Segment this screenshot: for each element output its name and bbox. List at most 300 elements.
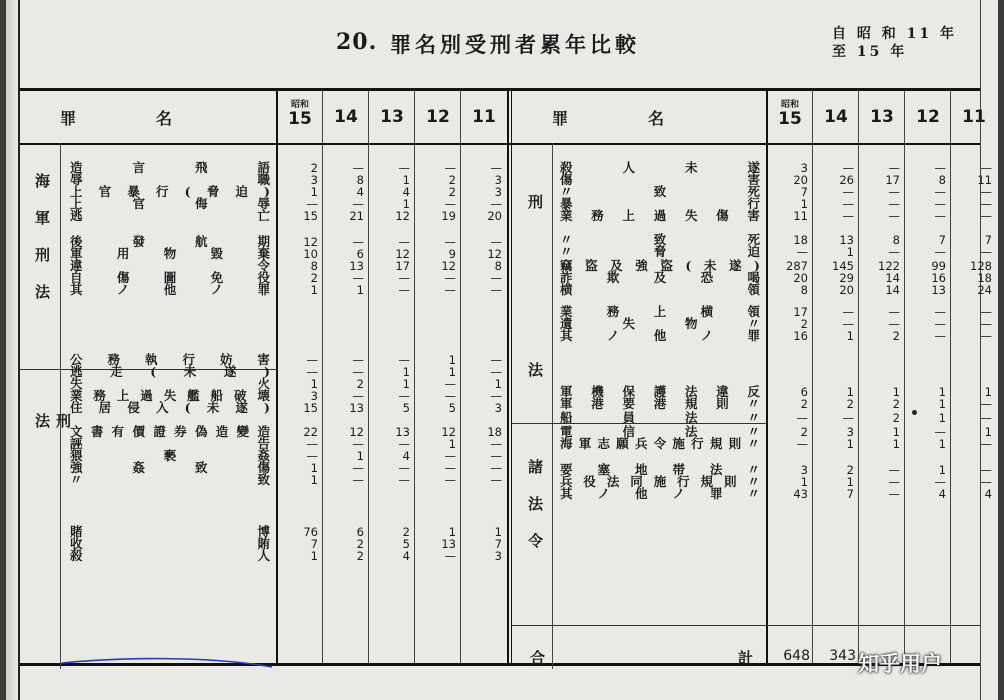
table-row (20, 328, 992, 343)
count-cell: 1 (846, 245, 854, 259)
count-cell: — (490, 389, 502, 403)
crime-name: 業 務 上 過 失 傷 害 (560, 208, 760, 223)
count-cell: 18 (793, 233, 808, 247)
count-cell: 12 (395, 247, 410, 261)
count-cell: 11 (793, 209, 808, 223)
count-cell: — (306, 449, 318, 463)
count-cell: 13 (349, 259, 364, 273)
count-cell: 16 (931, 271, 946, 285)
count-cell: — (888, 209, 900, 223)
count-cell: 17 (885, 173, 900, 187)
crime-name: 逃 走 ( 未 遂 ) (70, 364, 270, 379)
table-title: 罪名別受刑者累年比較 (390, 32, 640, 57)
count-cell: 1 (800, 475, 808, 489)
count-cell: 1 (846, 475, 854, 489)
count-cell: 7 (800, 185, 808, 199)
count-cell: — (888, 197, 900, 211)
count-cell: 15 (303, 401, 318, 415)
count-cell: 1 (402, 365, 410, 379)
count-cell: 12 (303, 235, 318, 249)
count-cell: 8 (356, 173, 364, 187)
count-cell: 1 (356, 449, 364, 463)
crime-name: 電 信 法 〃 (560, 424, 760, 439)
count-cell: 24 (977, 283, 992, 297)
count-cell: 2 (846, 397, 854, 411)
year-header: 12 (426, 107, 450, 127)
count-cell: — (980, 329, 992, 343)
crime-name: 其 ノ 他 ノ 罪 (560, 328, 760, 343)
crime-name: 自 傷 圖 免 役 (70, 270, 270, 285)
count-cell: 1 (938, 411, 946, 425)
count-cell: — (980, 245, 992, 259)
showa-label-right: 昭和 (780, 100, 799, 110)
count-cell: — (934, 425, 946, 439)
table-number: 20. (336, 29, 378, 55)
total-label-b: 計 (738, 649, 754, 667)
count-cell: 8 (494, 259, 502, 273)
count-cell: — (490, 283, 502, 297)
crime-name: 違 令 (70, 258, 270, 273)
count-cell: 1 (938, 385, 946, 399)
count-cell: 128 (970, 259, 992, 273)
count-cell: — (490, 197, 502, 211)
count-cell: 13 (441, 537, 456, 551)
count-cell: — (842, 317, 854, 331)
count-cell: 1 (448, 353, 456, 367)
count-cell: 11 (977, 173, 992, 187)
count-cell: 16 (793, 329, 808, 343)
count-cell: — (490, 473, 502, 487)
crime-name: 〃 脅 迫 (560, 244, 760, 259)
count-cell: — (934, 161, 946, 175)
year-header: 13 (380, 107, 404, 127)
count-cell: — (980, 411, 992, 425)
count-cell: 145 (832, 259, 854, 273)
count-cell: 1 (984, 385, 992, 399)
count-cell: 1 (892, 425, 900, 439)
crime-name: 辱 職 (70, 172, 270, 187)
count-cell: 3 (494, 401, 502, 415)
count-cell: 1 (892, 385, 900, 399)
count-cell: 1 (938, 397, 946, 411)
count-cell: — (888, 463, 900, 477)
count-cell: 1 (448, 437, 456, 451)
count-cell: 1 (310, 473, 318, 487)
count-cell: — (888, 305, 900, 319)
crime-name: 其 ノ 他 ノ 罪 (70, 282, 270, 297)
table-row (20, 549, 980, 563)
total-value: 343 (829, 648, 856, 664)
count-cell: — (398, 283, 410, 297)
count-cell: 13 (395, 425, 410, 439)
crime-name: 〃 致 (70, 472, 270, 487)
count-cell: — (352, 271, 364, 285)
count-cell: 2 (800, 397, 808, 411)
count-cell: 1 (356, 283, 364, 297)
year-header: 14 (334, 107, 358, 127)
count-cell: 22 (303, 425, 318, 439)
count-cell: — (352, 473, 364, 487)
count-cell: 1 (310, 461, 318, 475)
crime-name: 兵 役 法 同 施 行 規 則 〃 (560, 474, 760, 489)
crime-name: 誣 告 (70, 436, 270, 451)
count-cell: 1 (310, 377, 318, 391)
table-row (20, 436, 992, 451)
count-cell: 7 (846, 487, 854, 501)
count-cell: 2 (356, 549, 364, 563)
count-cell: 1 (310, 185, 318, 199)
count-cell: — (842, 209, 854, 223)
count-cell: — (444, 473, 456, 487)
count-cell: 13 (349, 401, 364, 415)
showa-label: 昭和 (290, 100, 309, 110)
count-cell: — (398, 389, 410, 403)
count-cell: — (842, 197, 854, 211)
count-cell: — (980, 161, 992, 175)
count-cell: 7 (938, 233, 946, 247)
count-cell: 3 (800, 161, 808, 175)
count-cell: 1 (494, 377, 502, 391)
crime-name: 造 言 飛 語 (70, 160, 270, 175)
count-cell: 1 (310, 549, 318, 563)
count-cell: — (444, 389, 456, 403)
count-cell: — (398, 235, 410, 249)
count-cell: — (352, 365, 364, 379)
count-cell: — (888, 317, 900, 331)
count-cell: 18 (487, 425, 502, 439)
count-cell: 13 (839, 233, 854, 247)
pen-underline (60, 655, 274, 669)
crime-name: 公 務 執 行 妨 害 (70, 352, 270, 367)
count-cell: 2 (846, 463, 854, 477)
count-cell: 12 (395, 209, 410, 223)
count-cell: — (934, 317, 946, 331)
count-cell: 287 (786, 259, 808, 273)
count-cell: 1 (310, 283, 318, 297)
count-cell: 1 (494, 525, 502, 539)
count-cell: 7 (310, 537, 318, 551)
crime-name: 船 員 法 〃 (560, 410, 760, 425)
count-cell: — (490, 461, 502, 475)
count-cell: — (306, 365, 318, 379)
count-cell: 14 (885, 271, 900, 285)
count-cell: 14 (885, 283, 900, 297)
count-cell: 29 (839, 271, 854, 285)
count-cell: 76 (303, 525, 318, 539)
count-cell: 2 (402, 525, 410, 539)
count-cell: 2 (356, 537, 364, 551)
crime-name: 失 火 (70, 376, 270, 391)
count-cell: 2 (310, 271, 318, 285)
count-cell: — (444, 235, 456, 249)
period-to: 至 15 年 (832, 44, 908, 60)
year-header-right: 14 (824, 107, 848, 127)
count-cell: — (934, 329, 946, 343)
count-cell: 4 (402, 549, 410, 563)
count-cell: 6 (356, 525, 364, 539)
count-cell: — (934, 305, 946, 319)
count-cell: — (490, 449, 502, 463)
count-cell: 3 (494, 185, 502, 199)
count-cell: — (444, 461, 456, 475)
crime-name-header: 罪 名 (60, 109, 173, 128)
count-cell: 8 (800, 283, 808, 297)
count-cell: — (352, 197, 364, 211)
count-cell: 12 (441, 259, 456, 273)
crime-name: 文 書 有 價 證 券 偽 造 變 造 (70, 424, 270, 439)
year-header-right: 12 (916, 107, 940, 127)
count-cell: 4 (938, 487, 946, 501)
count-cell: 2 (800, 425, 808, 439)
count-cell: — (980, 305, 992, 319)
count-cell: 2 (892, 329, 900, 343)
count-cell: 3 (494, 173, 502, 187)
crime-name: 詐 欺 及 恐 喝 (560, 270, 760, 285)
crime-name: 遺 失 物 〃 (560, 316, 760, 331)
count-cell: 6 (356, 247, 364, 261)
count-cell: 4 (984, 487, 992, 501)
table-row (20, 486, 992, 501)
count-cell: — (398, 461, 410, 475)
count-cell: — (352, 161, 364, 175)
count-cell: 18 (977, 271, 992, 285)
count-cell: — (352, 389, 364, 403)
count-cell: — (398, 271, 410, 285)
count-cell: 3 (800, 463, 808, 477)
count-cell: 2 (448, 173, 456, 187)
count-cell: 2 (892, 411, 900, 425)
count-cell: 20 (839, 283, 854, 297)
crime-name: 逃 亡 (70, 208, 270, 223)
count-cell: 2 (356, 377, 364, 391)
crime-name: 上 官 暴 行 ( 脅 迫 ) (70, 184, 270, 199)
count-cell: 1 (846, 385, 854, 399)
count-cell: 1 (892, 437, 900, 451)
crime-name: 賭 博 (70, 524, 270, 539)
count-cell: 20 (793, 271, 808, 285)
count-cell: 7 (494, 537, 502, 551)
count-cell: 8 (938, 173, 946, 187)
count-cell: — (444, 549, 456, 563)
count-cell: 1 (448, 525, 456, 539)
count-cell: — (934, 185, 946, 199)
count-cell: — (444, 449, 456, 463)
table-row (20, 396, 992, 411)
year-header-right: 13 (870, 107, 894, 127)
count-cell: — (398, 353, 410, 367)
count-cell: 17 (793, 305, 808, 319)
year-header: 11 (472, 107, 496, 127)
count-cell: — (934, 197, 946, 211)
count-cell: 12 (349, 425, 364, 439)
table-row (20, 282, 992, 297)
count-cell: 2 (892, 397, 900, 411)
count-cell: 5 (402, 401, 410, 415)
count-cell: 8 (310, 259, 318, 273)
count-cell: — (842, 305, 854, 319)
crime-name: 傷 害 (560, 172, 760, 187)
crime-name: 殺 人 (70, 548, 270, 563)
crime-name: 後 發 航 期 (70, 234, 270, 249)
count-cell: 3 (310, 173, 318, 187)
count-cell: — (980, 437, 992, 451)
table-row (20, 244, 992, 259)
count-cell: 3 (846, 425, 854, 439)
header-rule (20, 143, 980, 145)
count-cell: 12 (441, 425, 456, 439)
count-cell: — (352, 437, 364, 451)
crime-name: 強 姦 致 傷 (70, 460, 270, 475)
count-cell: 7 (984, 233, 992, 247)
count-cell: — (842, 185, 854, 199)
count-cell: 9 (448, 247, 456, 261)
crime-name: 其 ノ 他 ノ 罪 〃 (560, 486, 760, 501)
count-cell: — (796, 437, 808, 451)
group-criminal-law: 刑法 (33, 413, 72, 598)
count-cell: — (888, 245, 900, 259)
group-other-laws: 諸法令 (526, 459, 544, 570)
year-header-right: 15 (778, 109, 802, 129)
total-value: 648 (783, 648, 810, 664)
crime-name: 上 官 侮 辱 (70, 196, 270, 211)
watermark: 知乎用户 (858, 652, 942, 676)
crime-name: 〃 致 死 (560, 232, 760, 247)
crime-name: 猥 褻 姦 (70, 448, 270, 463)
count-cell: 3 (494, 549, 502, 563)
count-cell: — (980, 209, 992, 223)
crime-name: 收 賄 (70, 536, 270, 551)
count-cell: 1 (402, 173, 410, 187)
count-cell: 5 (402, 537, 410, 551)
count-cell: — (888, 185, 900, 199)
year-header-right: 11 (962, 107, 986, 127)
count-cell: — (398, 161, 410, 175)
count-cell: 2 (448, 185, 456, 199)
count-cell: — (306, 437, 318, 451)
ink-dot (912, 410, 917, 415)
count-cell: — (490, 271, 502, 285)
crime-name: 竊 盜 及 強 盜 ( 未 遂 ) (560, 258, 760, 273)
count-cell: — (490, 365, 502, 379)
count-cell: — (934, 475, 946, 489)
count-cell: 4 (402, 185, 410, 199)
count-cell: 10 (303, 247, 318, 261)
count-cell: 1 (938, 463, 946, 477)
count-cell: — (352, 461, 364, 475)
count-cell: — (306, 197, 318, 211)
count-cell: 4 (402, 449, 410, 463)
count-cell: — (980, 397, 992, 411)
count-cell: — (796, 245, 808, 259)
count-cell: — (888, 487, 900, 501)
count-cell: 1 (448, 365, 456, 379)
table-row (20, 410, 992, 425)
count-cell: — (490, 235, 502, 249)
count-cell: — (444, 197, 456, 211)
count-cell: 2 (800, 317, 808, 331)
count-cell: 8 (892, 233, 900, 247)
count-cell: 20 (793, 173, 808, 187)
count-cell: — (842, 411, 854, 425)
crime-name: 殺 人 未 遂 (560, 160, 760, 175)
crime-name: 軍 港 要 港 規 則 〃 (560, 396, 760, 411)
count-cell: 1 (846, 329, 854, 343)
scanned-page (6, 0, 998, 700)
count-cell: — (888, 161, 900, 175)
count-cell: 5 (448, 401, 456, 415)
count-cell: — (980, 317, 992, 331)
crime-name: 要 塞 地 帯 法 〃 (560, 462, 760, 477)
crime-name: 暴 行 (560, 196, 760, 211)
crime-name: 横 領 (560, 282, 760, 297)
count-cell: 1 (402, 377, 410, 391)
page-edge (6, 0, 16, 700)
count-cell: — (490, 437, 502, 451)
count-cell: — (306, 353, 318, 367)
statistics-table (20, 88, 992, 667)
count-cell: 12 (487, 247, 502, 261)
count-cell: — (444, 161, 456, 175)
table-row (20, 208, 992, 223)
page-border-right (980, 0, 981, 700)
count-cell: 17 (395, 259, 410, 273)
count-cell: 26 (839, 173, 854, 187)
crime-name: 業 務 上 横 領 (560, 304, 760, 319)
count-cell: — (398, 437, 410, 451)
crime-name-header-right: 罪 名 (552, 109, 665, 128)
total-label-a: 合 (530, 649, 546, 667)
count-cell: 1 (800, 197, 808, 211)
count-cell: 1 (938, 437, 946, 451)
count-cell: 1 (402, 197, 410, 211)
crime-name: 業 務 上 過 失 艦 船 破 壊 (70, 388, 270, 403)
count-cell: — (888, 475, 900, 489)
crime-name: 海 軍 志 願 兵 令 施 行 規 則 〃 (560, 436, 760, 451)
count-cell: 1 (984, 425, 992, 439)
count-cell: — (444, 271, 456, 285)
year-header: 15 (288, 109, 312, 129)
count-cell: — (842, 161, 854, 175)
count-cell: — (980, 475, 992, 489)
count-cell: 21 (349, 209, 364, 223)
count-cell: 15 (303, 209, 318, 223)
count-cell: 19 (441, 209, 456, 223)
crime-name: 軍 用 物 毀 棄 (70, 246, 270, 261)
count-cell: 99 (931, 259, 946, 273)
count-cell: — (444, 283, 456, 297)
count-cell: — (934, 245, 946, 259)
count-cell: — (980, 185, 992, 199)
count-cell: — (352, 235, 364, 249)
crime-name: 住 居 侵 入 ( 未 遂 ) (70, 400, 270, 415)
count-cell: 6 (800, 385, 808, 399)
count-cell: — (352, 353, 364, 367)
count-cell: 43 (793, 487, 808, 501)
group-criminal-law-right-bottom: 法 (528, 361, 544, 379)
count-cell: 20 (487, 209, 502, 223)
crime-name: 軍 機 保 護 法 違 反 (560, 384, 760, 399)
count-cell: — (934, 209, 946, 223)
crime-name: 〃 致 死 (560, 184, 760, 199)
count-cell: 4 (356, 185, 364, 199)
count-cell: — (980, 197, 992, 211)
count-cell: 2 (310, 161, 318, 175)
group-criminal-law-right-top: 刑 (528, 193, 544, 211)
count-cell: — (980, 463, 992, 477)
count-cell: — (490, 353, 502, 367)
count-cell: 13 (931, 283, 946, 297)
count-cell: 122 (878, 259, 900, 273)
